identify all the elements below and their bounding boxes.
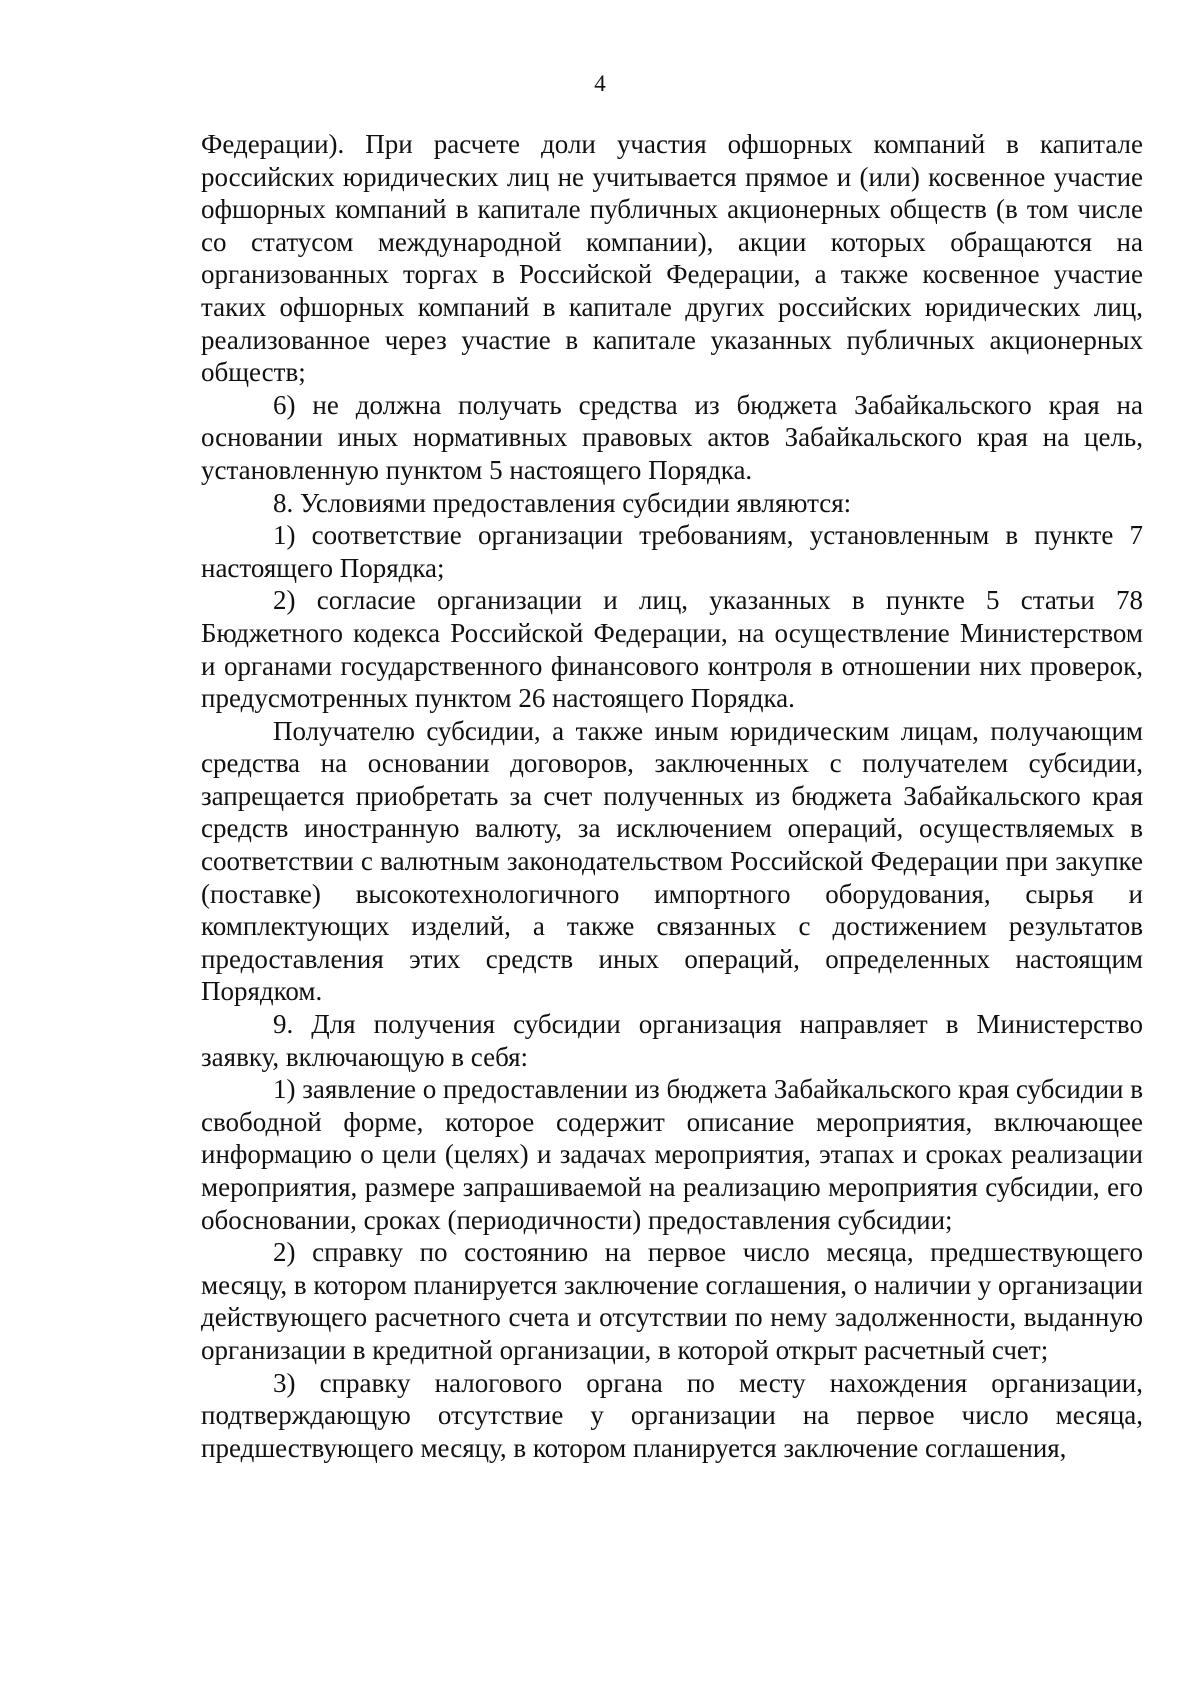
paragraph-currency-prohibition: Получателю субсидии, а также иным юридическим лицам, получающим средства на основании договоров, заключенных с получателем субсидии, запрещается приобретать за счет полученных из бюджета Забайкальского края средств иностранную валюту, за исключением операций, осуществляемых в соответствии с валютным законодательством Российской Федерации при закупке (поставке) высокотехнологичного импортного оборудования, сырья и комплектующих изделий, а также связанных с достижением результатов предоставления этих средств иных операций, определенных настоящим Порядком.	[201, 715, 1143, 1007]
paragraph-application-item-1: 1) заявление о предоставлении из бюджета Забайкальского края субсидии в свободной форме, которое содержит описание мероприятия, включающее информацию о цели (целях) и задачах мероприятия, этапах и сроках реализации мероприятия, размере запрашиваемой на реализацию мероприятия субсидии, его обосновании, сроках (периодичности) предоставления субсидии;	[201, 1074, 1143, 1235]
page-number: 4	[594, 71, 606, 96]
paragraph-application-item-2: 2) справку по состоянию на первое число месяца, предшествующего месяцу, в котором планируется заключение соглашения, о наличии у организации действующего расчетного счета и отсутствии по нему задолженности, выданную организации в кредитной организации, в которой открыт расчетный счет;	[201, 1237, 1143, 1365]
paragraph-offshore-participation: Федерации). При расчете доли участия офшорных компаний в капитале российских юридических лиц не учитывается прямое и (или) косвенное участие офшорных компаний в капитале публичных акционерных обществ (в том числе со статусом международной компании), акции которых обращаются на организованных торгах в Российской Федерации, а также косвенное участие таких офшорных компаний в капитале других российских юридических лиц, реализованное через участие в капитале указанных публичных акционерных обществ;	[201, 129, 1143, 388]
paragraph-section-8: 8. Условиями предоставления субсидии являются:	[273, 487, 852, 518]
paragraph-application-item-3: 3) справку налогового органа по месту нахождения организации, подтверждающую отсутствие у организации на первое число месяца, предшествующего месяцу, в котором планируется заключение соглашения,	[201, 1367, 1143, 1463]
document-body	[201, 128, 1143, 1464]
paragraph-item-6: 6) не должна получать средства из бюджета Забайкальского края на основании иных нормативных правовых актов Забайкальского края на цель, установленную пунктом 5 настоящего Порядка.	[201, 389, 1143, 485]
paragraph-condition-2: 2) согласие организации и лиц, указанных в пункте 5 статьи 78 Бюджетного кодекса Российской Федерации, на осуществление Министерством и органами государственного финансового контроля в отношении них проверок, предусмотренных пунктом 26 настоящего Порядка.	[201, 585, 1143, 714]
paragraph-condition-1: 1) соответствие организации требованиям, установленным в пункте 7 настоящего Порядка;	[201, 520, 1143, 583]
paragraph-section-9: 9. Для получения субсидии организация направляет в Министерство заявку, включающую в себя:	[201, 1009, 1143, 1072]
